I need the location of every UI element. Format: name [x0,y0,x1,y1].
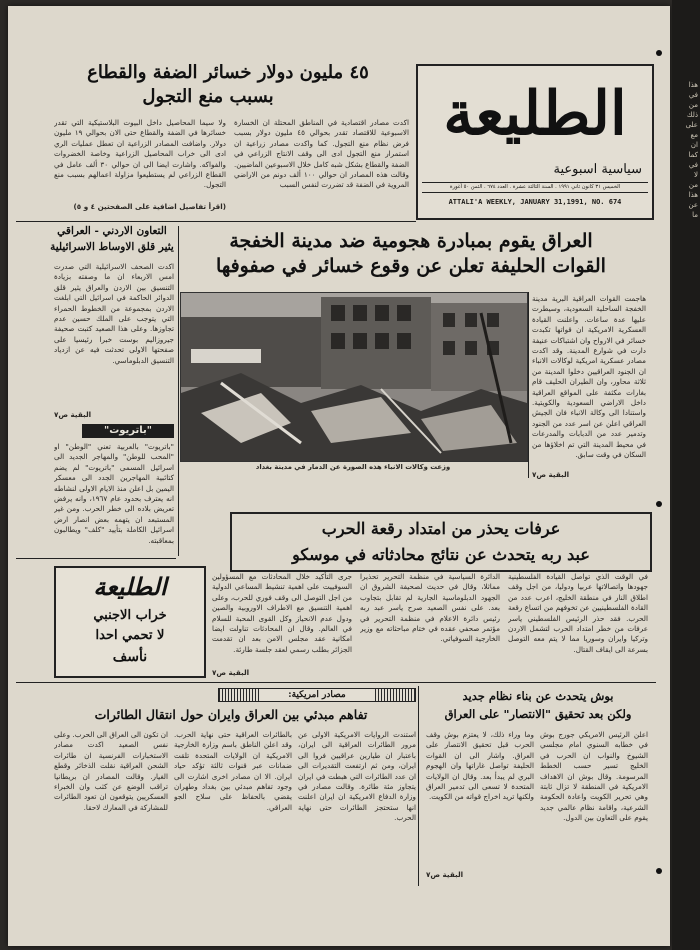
arafat-story-headline-box [230,512,652,572]
column-rule [528,292,529,478]
jordan-story-body: اكدت الصحف الاسرائيلية التي صدرت امس الاربعاء ان ما وصفته بزيادة التنسيق بين الاردن والعراق يثير قلق الدوائر الحاكمة في اسرائيل التي ابلغت الاردن بمجموعة من الخطوط الحمراء التي يتوجب على الملك حسين عدم تجاوزها. وعلى هذا الصعيد كتبت صحيفة جيروزاليم بوست خبرا رئيسيا على صفحتها الاولى تحدثت فيه عن ازدياد التنسيق الدبلوماسي. [54,262,174,365]
ad-line-2: لا تحمي احدا [95,628,165,643]
jordan-story-headline-1: التعاون الاردني - العراقي [57,225,167,237]
top-story-col-right: اكدت مصادر اقتصادية في المناطق المحتلة ان الخسارة الاسبوعية للاقتصاد تقدر بحوالي ٤٥ مليون دولار بسبب فرض نظام منع التجول. كما واكدت مصادر زراعية ان استمرار منع التجول ادى الى وقف الانتاج الزراعي في الضفة والقطاع بشكل شبه كامل خلال الاسبوعين الماضيين. وقالت هذه المصادر ان حوالي ١٠٠ ألف دونم من الاراضي المروية في الضفة قد تضررت لنفس السبب [234,118,409,190]
arafat-story-col-2: الدائرة السياسية في منظمة التحرير تحذيرا مماثلا، وقال في حديث لصحيفة الشروق ان الجهود الدبلوماسية الجارية لم تقابل بتجاوب بعد. على نفس الصعيد صرح ياسر عبد ربه رئيس دائرة الاعلام في منظمة التحرير في مؤتمر صحفي عقده في ختام مباحثاته مع وزير الخارجية السوفياتي. [360,572,500,644]
us-sources-headline: تفاهم مبدئي بين العراق وايران حول انتقال الطائرات [94,707,368,722]
adjacent-page-edge: هذا في من ذلك على مع ان كما في لا من هذا عن ما [672,0,700,950]
main-story-headline-1: العراق يقوم بمبادرة هجومية ضد مدينة الخفجة [229,230,593,252]
bush-story-headline-2: ولكن بعد تحقيق "الانتصار" على العراق [444,707,632,721]
bush-story-col-2: وما وراء ذلك، لا يعتزم بوش وقف الحرب قبل تحقيق الانتصار على العراق. واشار الى ان القوات الحليفة تواصل غاراتها وان الهجوم البري لم يبدأ بعد. وقال ان الولايات المتحدة لا تسعى الى تدمير العراق ولكنها تريد اخراج قواته من الكويت. [426,730,534,802]
advertisement-box [54,566,206,678]
top-story-headline-1: ٤٥ مليون دولار خسائر الضفة والقطاع [87,62,369,83]
main-story-photo-caption: وزعت وكالات الانباء هذه الصورة عن الدمار في مدينة بغداد [255,463,451,471]
top-story-col-left: ولا سيما المحاصيل داخل البيوت البلاستيكية التي تقدر خسائرها في الضفة والقطاع حتى الان بحوالي ١٩ مليون دولار. واضافت المصادر الزراعية ان تعطل عمليات الري ادى الى خراب المحاصيل الزراعية وخاصة الخضروات والفواكه. واشارت ايضا الى ان حوالي ٣٠ ألف عامل في القطاع الزراعي لم يستطيعوا مزاولة اعمالهم بسبب منع التجول. [54,118,226,190]
masthead [416,64,654,220]
patriot-box-header: "باتريوت" [82,424,174,438]
arafat-story-col-1: في الوقت الذي تواصل القيادة الفلسطينية جهودها واتصالاتها عربيا ودوليا، من اجل وقف اطلاق النار في منطقة الخليج، اعرب عدد من القادة الفلسطينيين عن تخوفهم من اتساع رقعة الحرب. فقد حذر الرئيس الفلسطيني ياسر عرفات من خطر امتداد الحرب لتشمل الاردن وتركيا وايران وسوريا مما لا يتم معه التوصل بسرعة الى ايقاف القتال. [508,572,648,654]
masthead-dateline-en: ATTALI'A WEEKLY, JANUARY 31,1991, NO. 674 [448,198,622,206]
punch-hole [656,501,662,507]
main-story-body: هاجمت القوات العراقية البرية مدينة الخفجة الساحلية السعودية، وسيطرت عليها عدة ساعات. واعلنت القيادة العسكرية الامريكية ان قواتها تكبدت خسائر في الارواح وان اشتباكات عنيفة دارت في شوارع المدينة. وقد اكدت مصادر عسكرية امريكية لوكالات الانباء ان الجنود العراقيين دخلوا المدينة من ثلاثة محاور، وان الطيران الحليف قام بغارات مكثفة على المواقع العراقية داخل الاراضي السعودية والكويتية. واستنادا الى وكالة الانباء فان الجيش العراقي اعلن عن اسر عدد من الجنود وتدمير عدد من الدبابات والمدرعات في محيط المدينة التي تم اخلاؤها من السكان في وقت سابق. [532,294,646,460]
arafat-story-continued: البقية ص٧ [212,668,250,677]
us-sources-label: مصادر امريكية: [259,689,375,701]
us-sources-col-3: ان تكون الى العراق الى الحرب. وعلى نفس الصعيد اكدت مصادر الاستخبارات الفرنسية ان طائرات الشحن العراقية نقلت الذخائر وقطع الغيار. وقالت المصادر ان بريطانيا تراقب الوضع عن كثب وان الخبراء العسكريين يتوقعون ان تعود الطائرات للمشاركة في المعارك لاحقا. [54,730,168,812]
masthead-dateline-ar: الخميس ٣١ كانون ثاني ١٩٩١ . السنة الثالثة عشرة . العدد ٦٧٤ . الثمن ٥٠ أغورة [422,182,648,193]
newspaper-page [8,6,670,946]
patriot-box-body: "باتريوت" بالعربية تعني "الوطن" او "المحب للوطن" والمهاجر الجديد الى اسرائيل المسمى "باتريوت" لم يضم كتائبية المهاجرين الجدد الى معسكر اليمين بل اعلن منذ الايام الاولى لنشاطه انه يعترف بحدود عام ١٩٦٧، وانه يرفض تعريض بلاده الى خطر الحرب. ومن غير المستبعد ان يتهمه بعض انصار ارض اسرائيل الكاملة بتأييد "كلف" ويطالبون بمعاقبته. [54,442,174,545]
top-story-headline-2: بسبب منع التجول [142,86,274,107]
arafat-story-col-3: جرى التأكيد خلال المحادثات مع المسؤولين السوفييت على اهمية تنشيط المساعي الدولية من اجل التوصل الى وقف فوري للحرب، وعلى اهمية التنسيق مع الاطراف الاوروبية والصين ودول عدم الانحياز وكل القوى المحبة للسلام في العالم. وقال ان المحادثات تناولت ايضا امكانية عقد مجلس الامن بعد ان تقدمت الجزائر بطلب رسمي لعقد جلسة طارئة. [212,572,352,654]
jordan-story-headline-2: يثير قلق الاوساط الاسرائيلية [50,241,174,253]
column-rule [178,226,179,556]
punch-hole [656,868,662,874]
main-story-photo [180,292,528,462]
divider [16,682,656,683]
punch-hole [656,50,662,56]
arafat-story-headline-2: عبد ربه يتحدث عن نتائج محادثاته في موسكو [292,545,590,564]
ad-line-1: خراب الاجنبي [93,608,167,623]
bush-story-col-1: اعلن الرئيس الامريكي جورج بوش في خطابه السنوي امام مجلسي الشيوخ والنواب ان الحرب في الخليج تسير حسب الخطط المرسومة. وقال بوش ان الاهداف الامريكية في المنطقة لا تزال ثابتة وهي تحرير الكويت واعادة الحكومة الشرعية، واقامة نظام عالمي جديد يقوم على التعاون بين الدول. [540,730,648,823]
ad-line-3: نأسف [112,649,148,665]
column-rule [418,686,419,886]
jordan-story-continued: البقية ص٧ [54,410,92,419]
main-story-continued: البقية ص٧ [532,470,570,479]
divider [16,221,416,222]
bush-story-headline-1: بوش يتحدث عن بناء نظام جديد [462,689,614,703]
us-sources-col-1: استندت الروايات الامريكية الاولى عن مرور الطائرات العراقية الى ايران، باعتبار ان طيارين عراقيين فروا الى ايران، ومن ثم ارتفعت التقديرات الى ان عدد الطائرات التي هبطت في ايران يتجاوز مئة طائرة. وقالت مصادر في وزارة الدفاع الامريكية ان ايران اعلنت انها ستحتجز الطائرات حتى نهاية الحرب. [298,730,416,823]
masthead-tagline: سياسية اسبوعية [553,162,642,177]
top-story-see-more: (اقرأ تفاصيل اضافية على الصفحتين ٤ و ٥) [73,202,226,211]
bush-story-continued: البقية ص٧ [426,870,464,879]
divider [16,558,176,559]
us-sources-col-2: بالطائرات العراقية حتى نهاية الحرب. وقد اعلن الناطق باسم وزارة الخارجية الامريكية ان الولايات المتحدة تلقت ضمانات عبر قنوات ثالثة تؤكد حياد ايران. الا ان مصادر اخرى اشارت الى وجود تفاهم مبدئي بين بغداد وطهران يقضي بالحفاظ على سلاح الجو العراقي. [174,730,292,812]
destruction-photo-image [181,293,527,461]
masthead-logo: الطليعة [443,79,627,149]
us-sources-label-bar [218,688,416,702]
ad-logo: الطليعة [93,572,167,601]
main-story-headline-2: القوات الحليفة تعلن عن وقوع خسائر في صفوفها [216,255,606,277]
arafat-story-headline-1: عرفات يحذر من امتداد رقعة الحرب [321,519,561,538]
